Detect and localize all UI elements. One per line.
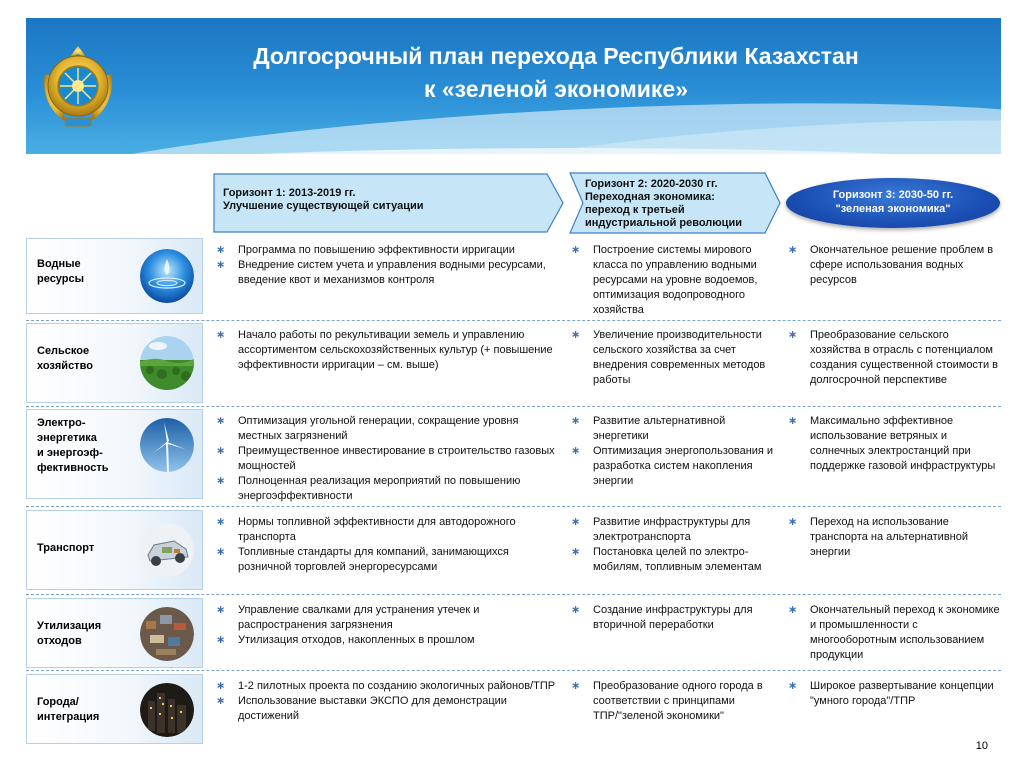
list-item: ∗ Окончательный переход к экономике и промышленности с многооборотным использованием продукции bbox=[784, 603, 1001, 663]
row-water-horizon-2 bbox=[567, 243, 775, 318]
page-title bbox=[206, 40, 906, 106]
row-label-energy bbox=[26, 409, 203, 499]
title-line-1: Долгосрочный план перехода Республики Казахстан bbox=[253, 43, 859, 69]
list-item: ∗ Окончательное решение проблем в сфере использования водных ресурсов bbox=[784, 243, 1001, 288]
row-label-cities bbox=[26, 674, 203, 744]
list-item: ∗ Нормы топливной эффективности для автодорожного транспорта bbox=[212, 515, 557, 545]
list-item: ∗ 1-2 пилотных проекта по созданию экологичных районов/ТПР bbox=[212, 679, 557, 694]
row-energy-horizon-3 bbox=[784, 414, 1001, 474]
row-agriculture bbox=[26, 323, 1001, 403]
row-label-line: отходов bbox=[37, 635, 82, 647]
row-water-horizon-1 bbox=[212, 243, 557, 288]
row-energy bbox=[26, 409, 1001, 502]
row-transport-horizon-3 bbox=[784, 515, 1001, 560]
header-banner bbox=[26, 18, 1001, 154]
row-cities bbox=[26, 674, 1001, 744]
list-item: ∗ Увеличение производительности сельского хозяйства за счет внедрения современных методов работы bbox=[567, 328, 775, 388]
list-item: ∗ Использование выставки ЭКСПО для демонстрации достижений bbox=[212, 694, 557, 724]
row-label-line: Города/ bbox=[37, 696, 79, 708]
row-waste-horizon-2 bbox=[567, 603, 775, 633]
list-item: ∗ Максимально эффективное использование ветряных и солнечных электростанций при поддержке газовой инфраструктуры bbox=[784, 414, 1001, 474]
row-waste bbox=[26, 598, 1001, 668]
row-waste-horizon-1 bbox=[212, 603, 557, 648]
horizon-3-title: Горизонт 3: 2030-50 гг. bbox=[832, 189, 954, 201]
list-item: ∗ Преимущественное инвестирование в строительство газовых мощностей bbox=[212, 444, 557, 474]
list-item: ∗ Построение системы мирового класса по управлению водными ресурсами на уровне водоемов, оптимизация водопроводного хозяйства bbox=[567, 243, 775, 318]
list-item: ∗ Переход на использование транспорта на альтернативной энергии bbox=[784, 515, 1001, 560]
list-item: ∗ Управление свалками для устранения утечек и распространения загрязнения bbox=[212, 603, 557, 633]
list-item: ∗ Создание инфраструктуры для вторичной переработки bbox=[567, 603, 775, 633]
waste-pile-icon bbox=[140, 607, 194, 661]
list-item: ∗ Утилизация отходов, накопленных в прошлом bbox=[212, 633, 557, 648]
list-item: ∗ Полноценная реализация мероприятий по повышению энергоэффективности bbox=[212, 474, 557, 504]
horizon-1-subtitle: Улучшение существующей ситуации bbox=[223, 200, 424, 212]
row-label-agriculture bbox=[26, 323, 203, 403]
row-label-line: Электро- bbox=[37, 417, 86, 429]
kazakhstan-emblem-icon bbox=[37, 44, 119, 130]
horizon-3-header bbox=[786, 178, 1000, 228]
list-item: ∗ Развитие инфраструктуры для электротранспорта bbox=[567, 515, 775, 545]
row-divider bbox=[26, 670, 1001, 671]
list-item: ∗ Широкое развертывание концепции "умного города"/ТПР bbox=[784, 679, 1001, 709]
horizon-2-header bbox=[569, 172, 781, 234]
row-label-line: интеграция bbox=[37, 711, 100, 723]
row-divider bbox=[26, 506, 1001, 507]
list-item: ∗ Постановка целей по электро-мобилям, топливным элементам bbox=[567, 545, 775, 575]
row-water-resources bbox=[26, 238, 1001, 314]
row-label-waste bbox=[26, 598, 203, 668]
row-agriculture-horizon-1 bbox=[212, 328, 557, 373]
list-item: ∗ Преобразование сельского хозяйства в отрасль с потенциалом создания существенной стоимости в долгосрочной перспективе bbox=[784, 328, 1001, 388]
title-line-2: к «зеленой экономике» bbox=[423, 76, 689, 102]
list-item: ∗ Внедрение систем учета и управления водными ресурсами, введение квот и механизмов контроля bbox=[212, 258, 557, 288]
row-divider bbox=[26, 406, 1001, 407]
horizon-1-title: Горизонт 1: 2013-2019 гг. bbox=[223, 187, 356, 199]
horizon-3-subtitle: "зеленая экономика" bbox=[835, 203, 951, 215]
city-night-icon bbox=[140, 683, 194, 737]
row-transport bbox=[26, 510, 1001, 590]
list-item: ∗ Оптимизация энергопользования и разработка систем накопления энергии bbox=[567, 444, 775, 489]
row-label-transport bbox=[26, 510, 203, 590]
list-item: ∗ Начало работы по рекультивации земель и управлению ассортиментом сельскохозяйственных культур (+ повышение эффективности ирригации – см. выше) bbox=[212, 328, 557, 373]
horizon-2-title: Горизонт 2: 2020-2030 гг. bbox=[585, 178, 718, 190]
row-label-line: Сельское bbox=[37, 345, 90, 357]
page-number: 10 bbox=[975, 740, 988, 752]
row-label-line: Водные bbox=[37, 258, 81, 270]
row-label-line: фективность bbox=[37, 462, 109, 474]
row-agriculture-horizon-2 bbox=[567, 328, 775, 388]
row-label-line: энергетика bbox=[37, 432, 97, 444]
list-item: ∗ Программа по повышению эффективности ирригации bbox=[212, 243, 557, 258]
wind-turbine-icon bbox=[140, 418, 194, 472]
row-cities-horizon-2 bbox=[567, 679, 775, 724]
list-item: ∗ Оптимизация угольной генерации, сокращение уровня местных загрязнений bbox=[212, 414, 557, 444]
row-label-line: ресурсы bbox=[37, 273, 85, 285]
row-label-line: и энергоэф- bbox=[37, 447, 103, 459]
horizon-2-subtitle: Переходная экономика: переход к третьей индустриальной революции bbox=[585, 191, 742, 229]
row-energy-horizon-2 bbox=[567, 414, 775, 489]
row-transport-horizon-1 bbox=[212, 515, 557, 575]
water-drop-icon bbox=[140, 249, 194, 303]
row-transport-horizon-2 bbox=[567, 515, 775, 575]
row-waste-horizon-3 bbox=[784, 603, 1001, 663]
row-label-line: Транспорт bbox=[37, 542, 95, 554]
car-chassis-icon bbox=[140, 523, 194, 577]
field-landscape-icon bbox=[140, 336, 194, 390]
horizon-1-header bbox=[213, 173, 564, 233]
row-agriculture-horizon-3 bbox=[784, 328, 1001, 388]
row-divider bbox=[26, 320, 1001, 321]
list-item: ∗ Развитие альтернативной энергетики bbox=[567, 414, 775, 444]
list-item: ∗ Топливные стандарты для компаний, занимающихся розничной торговлей энергоресурсами bbox=[212, 545, 557, 575]
row-label-water bbox=[26, 238, 203, 314]
row-label-line: хозяйство bbox=[37, 360, 93, 372]
row-energy-horizon-1 bbox=[212, 414, 557, 504]
row-cities-horizon-1 bbox=[212, 679, 557, 724]
row-divider bbox=[26, 594, 1001, 595]
row-cities-horizon-3 bbox=[784, 679, 1001, 709]
row-label-line: Утилизация bbox=[37, 620, 102, 632]
list-item: ∗ Преобразование одного города в соответствии с принципами ТПР/"зеленой экономики" bbox=[567, 679, 775, 724]
row-water-horizon-3 bbox=[784, 243, 1001, 288]
